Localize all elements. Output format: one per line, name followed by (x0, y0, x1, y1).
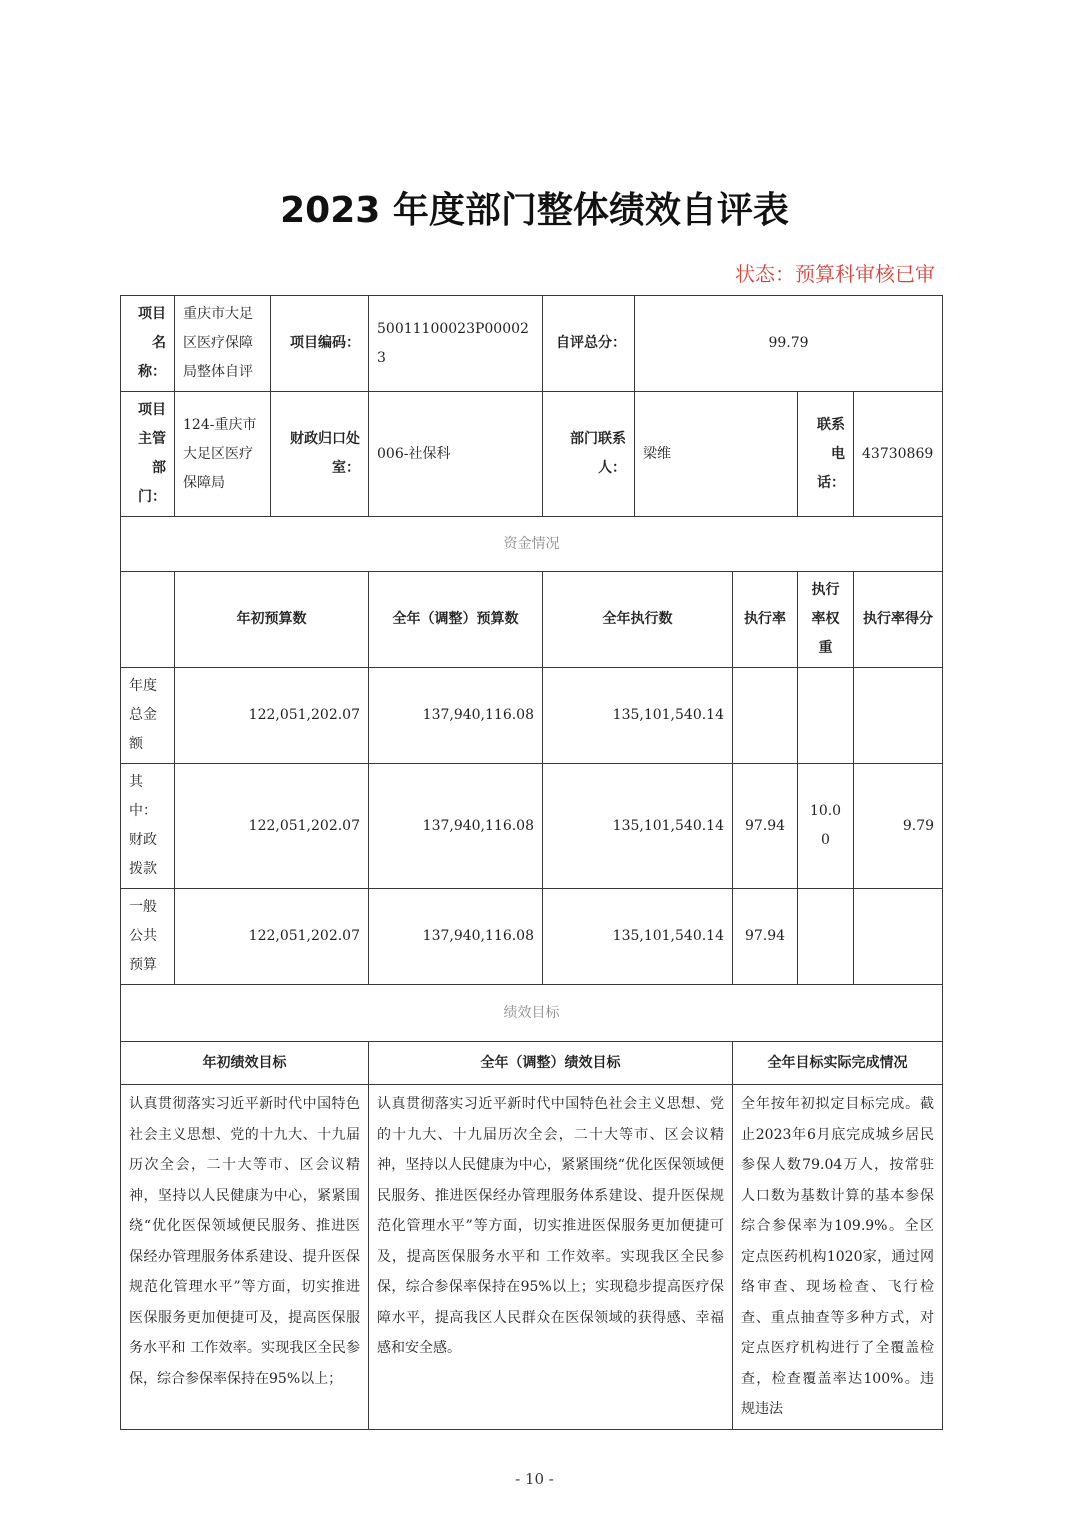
dept-label: 项目主管部门： (121, 392, 175, 517)
rate-weight-cell (798, 889, 854, 985)
rate-weight-cell: 10.00 (798, 764, 854, 889)
info-row-project (121, 296, 943, 392)
goals-section-title: 绩效目标 (121, 985, 943, 1042)
self-score-label: 自评总分： (543, 296, 635, 392)
info-row-department (121, 392, 943, 517)
goals-header-row (121, 1042, 943, 1085)
header-adjusted-budget: 全年（调整）预算数 (369, 572, 543, 668)
funds-header-row (121, 572, 943, 668)
evaluation-table (120, 295, 943, 1430)
header-initial-goal: 年初绩效目标 (121, 1042, 369, 1085)
header-rate-score: 执行率得分 (854, 572, 943, 668)
executed-cell: 135,101,540.14 (543, 764, 733, 889)
initial-goal-text: 认真贯彻落实习近平新时代中国特色社会主义思想、党的十九大、十九届历次全会，二十大等市、区会议精神，坚持以人民健康为中心，紧紧围绕“优化医保领域便民服务、推进医保经办管理服务体系建设、提升医保规范化管理水平”等方面，切实推进医保服务更加便捷可及，提高医保服务水平和 工作效率。实现我区全民参保，综合参保率保持在95%以上； (121, 1085, 369, 1430)
phone-label: 联系电话： (798, 392, 854, 517)
goals-section-row (121, 985, 943, 1042)
finance-office-label: 财政归口处室： (271, 392, 369, 517)
page-title: 2023 年度部门整体绩效自评表 (280, 190, 789, 231)
table-row (121, 764, 943, 889)
goals-content-row (121, 1085, 943, 1430)
funds-section-title: 资金情况 (121, 517, 943, 572)
review-status: 状态：预算科审核已审 (735, 262, 935, 286)
adjusted-budget-cell: 137,940,116.08 (369, 889, 543, 985)
header-exec-rate: 执行率 (733, 572, 798, 668)
project-name-label: 项目名称： (121, 296, 175, 392)
table-row (121, 889, 943, 985)
actual-completion-text: 全年按年初拟定目标完成。截止2023年6月底完成城乡居民参保人数79.04万人，按常驻人口数为基数计算的基本参保综合参保率为109.9%。全区定点医药机构1020家，通过网络审查、现场检查、飞行检查、重点抽查等多种方式，对定点医疗机构进行了全覆盖检查，检查覆盖率达100%。违规违法 (733, 1085, 943, 1430)
dept-value: 124-重庆市大足区医疗保障局 (175, 392, 271, 517)
phone-value: 43730869 (854, 392, 943, 517)
header-rate-weight: 执行率权重 (798, 572, 854, 668)
finance-office-value: 006-社保科 (369, 392, 543, 517)
funds-section-row (121, 517, 943, 572)
project-code-value: 50011100023P000023 (369, 296, 543, 392)
header-adjusted-goal: 全年（调整）绩效目标 (369, 1042, 733, 1085)
self-score-value: 99.79 (635, 296, 943, 392)
rate-score-cell (854, 668, 943, 764)
exec-rate-cell (733, 668, 798, 764)
initial-budget-cell: 122,051,202.07 (175, 764, 369, 889)
executed-cell: 135,101,540.14 (543, 889, 733, 985)
adjusted-budget-cell: 137,940,116.08 (369, 668, 543, 764)
rate-score-cell (854, 889, 943, 985)
project-name-value: 重庆市大足区医疗保障局整体自评 (175, 296, 271, 392)
adjusted-goal-text: 认真贯彻落实习近平新时代中国特色社会主义思想、党的十九大、十九届历次全会，二十大等市、区会议精神，坚持以人民健康为中心，紧紧围绕“优化医保领域便民服务、推进医保经办管理服务体系建设、提升医保规范化管理水平”等方面，切实推进医保服务更加便捷可及，提高医保服务水平和 工作效率。实现我区全民参保，综合参保率保持在95%以上；实现稳步提高医疗保障水平，提高我区人民群众在医保领域的获得感、幸福感和安全感。 (369, 1085, 733, 1430)
exec-rate-cell: 97.94 (733, 764, 798, 889)
page-number: - 10 - (515, 1470, 554, 1488)
row-label: 一般公共预算 (121, 889, 175, 985)
contact-value: 梁维 (635, 392, 798, 517)
executed-cell: 135,101,540.14 (543, 668, 733, 764)
header-actual-completion: 全年目标实际完成情况 (733, 1042, 943, 1085)
rate-score-cell: 9.79 (854, 764, 943, 889)
initial-budget-cell: 122,051,202.07 (175, 889, 369, 985)
project-code-label: 项目编码： (271, 296, 369, 392)
contact-label: 部门联系人： (543, 392, 635, 517)
row-label: 年度总金额 (121, 668, 175, 764)
header-initial-budget: 年初预算数 (175, 572, 369, 668)
exec-rate-cell: 97.94 (733, 889, 798, 985)
row-label: 其中：财政拨款 (121, 764, 175, 889)
header-executed: 全年执行数 (543, 572, 733, 668)
initial-budget-cell: 122,051,202.07 (175, 668, 369, 764)
rate-weight-cell (798, 668, 854, 764)
adjusted-budget-cell: 137,940,116.08 (369, 764, 543, 889)
table-row (121, 668, 943, 764)
funds-header-blank (121, 572, 175, 668)
